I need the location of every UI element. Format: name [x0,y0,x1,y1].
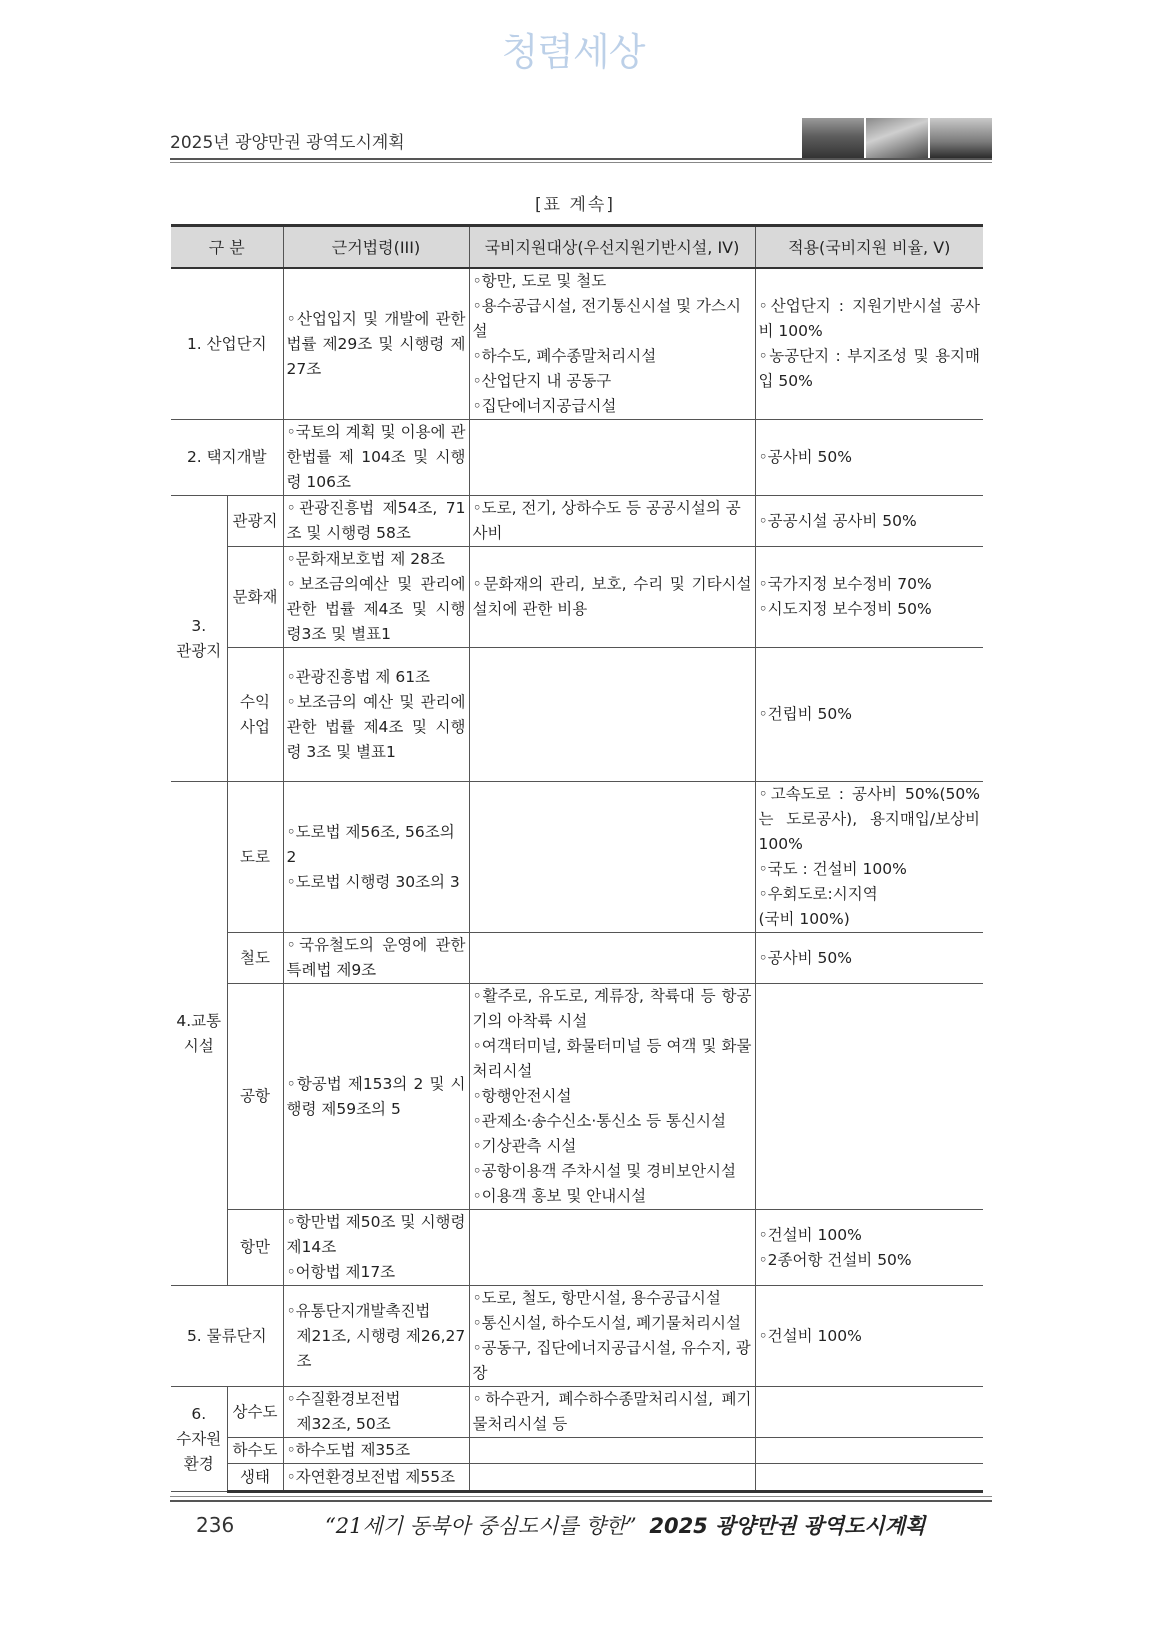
law-item: ◦어항법 제17조 [286,1263,396,1281]
header-rule [170,162,992,163]
header-category: 구 분 [171,226,283,269]
law-item: ◦유통단지개발촉진법 [286,1301,431,1320]
target-item: ◦여객터미널, 화물터미널 등 여객 및 화물처리시설 [472,1037,752,1080]
target-cell: ◦도로, 전기, 상하수도 등 공공시설의 공사비 [469,496,755,547]
subsection-label: 도로 [227,782,283,933]
target-cell [469,1286,755,1387]
law-cell [283,648,469,782]
apply-item: ◦건설비 100% [758,1225,862,1244]
target-cell [469,268,755,420]
apply-cell: ◦공사비 50% [755,420,983,496]
subsection-label: 관광지 [227,496,283,547]
law-cell: ◦국유철도의 운영에 관한 특례법 제9조 [283,933,469,984]
law-item: 제32조, 50조 [296,1415,391,1433]
target-cell: ◦문화재의 관리, 보호, 수리 및 기타시설설치에 관한 비용 [469,547,755,648]
target-cell [469,1438,755,1464]
apply-cell: ◦건설비 100% [755,1286,983,1387]
subsection-label: 상수도 [227,1387,283,1438]
apply-cell [755,1464,983,1492]
table-row [171,1210,983,1286]
target-item: ◦이용객 홍보 및 안내시설 [472,1187,647,1205]
target-item: ◦공항이용객 주차시설 및 경비보안시설 [472,1162,736,1180]
footer-plan-title: 2025 광양만권 광역도시계획 [649,1514,926,1538]
table-row [171,1464,983,1492]
header-photo-strip [802,118,992,158]
target-item: ◦하수도, 폐수종말처리시설 [472,347,657,365]
law-cell [283,1387,469,1438]
target-item: ◦항만, 도로 및 철도 [472,272,607,290]
law-cell: ◦하수도법 제35조 [283,1438,469,1464]
table-caption: [표 계속] [535,195,615,215]
law-item: ◦항만법 제50조 및 시행령 제14조 [286,1213,466,1256]
law-item: ◦보조금의 예산 및 관리에 관한 법률 제4조 및 시행령 3조 및 별표1 [286,692,466,761]
law-item: 제21조, 시행령 제26,27조 [296,1326,466,1370]
target-cell [469,648,755,782]
apply-cell: ◦건립비 50% [755,648,983,782]
table-row [171,268,983,420]
law-cell [283,547,469,648]
page-number: 236 [196,1513,235,1537]
apply-item: ◦국가지정 보수정비 70% [758,575,932,593]
header-target: 국비지원대상(우선지원기반시설, IV) [469,226,755,269]
footer-slogan: “21세기 동북아 중심도시를 향한” [325,1514,637,1538]
target-cell: ◦하수관거, 폐수하수종말처리시설, 폐기물처리시설 등 [469,1387,755,1438]
apply-cell [755,984,983,1210]
law-cell [283,1210,469,1286]
section-label: 2. 택지개발 [171,420,283,496]
law-item: ◦도로법 제56조, 56조의 2 [286,822,455,866]
header-apply: 적용(국비지원 비율, V) [755,226,983,269]
table-header-row [171,226,983,269]
law-cell: ◦관광진흥법 제54조, 71조 및 시행령 58조 [283,496,469,547]
support-table [171,224,983,1493]
law-cell [283,782,469,933]
apply-cell [755,1210,983,1286]
target-item: ◦집단에너지공급시설 [472,397,617,415]
header-rule [170,158,992,160]
law-cell: ◦산업입지 및 개발에 관한 법률 제29조 및 시행령 제27조 [283,268,469,420]
law-cell: ◦항공법 제153의 2 및 시행령 제59조의 5 [283,984,469,1210]
target-item: ◦통신시설, 하수도시설, 폐기물처리시설 [472,1314,741,1332]
table-row [171,984,983,1210]
subsection-label: 철도 [227,933,283,984]
footer-rule [170,1496,992,1497]
section-label: 4.교통 시설 [171,782,227,1286]
table-row [171,648,983,782]
running-header-title: 2025년 광양만권 광역도시계획 [170,133,405,153]
subsection-label: 수익 사업 [227,648,283,782]
table-row [171,420,983,496]
apply-cell [755,268,983,420]
law-cell: ◦자연환경보전법 제55조 [283,1464,469,1492]
target-cell [469,1210,755,1286]
target-item: ◦산업단지 내 공동구 [472,372,612,390]
apply-cell: ◦공사비 50% [755,933,983,984]
table-row [171,496,983,547]
target-cell [469,984,755,1210]
header-photo [930,118,992,158]
apply-item: ◦우회도로:시지역 [758,885,878,903]
footer-title [325,1510,925,1540]
subsection-label: 공항 [227,984,283,1210]
table-row [171,1438,983,1464]
target-item: ◦관제소·송수신소·통신소 등 통신시설 [472,1112,726,1130]
section-label: 1. 산업단지 [171,268,283,420]
header-photo [802,118,864,158]
law-cell [283,1286,469,1387]
law-item: ◦수질환경보전법 [286,1390,401,1408]
apply-cell [755,1438,983,1464]
logo [488,22,658,74]
apply-item: ◦고속도로 : 공사비 50%(50%는 도로공사), 용지매입/보상비 100% [758,785,980,853]
law-item: ◦관광진흥법 제 61조 [286,667,431,686]
apply-item: ◦시도지정 보수정비 50% [758,600,932,618]
table-row [171,547,983,648]
target-item: ◦항행안전시설 [472,1087,572,1105]
apply-cell: ◦공공시설 공사비 50% [755,496,983,547]
target-item: ◦용수공급시설, 전기통신시설 및 가스시설 [472,297,741,340]
target-cell [469,1464,755,1492]
table-row [171,1286,983,1387]
apply-cell [755,782,983,933]
logo-text: 청렴세상 [501,29,645,74]
apply-cell [755,1387,983,1438]
law-item: ◦도로법 시행령 30조의 3 [286,872,460,891]
target-item: ◦공동구, 집단에너지공급시설, 유수지, 광장 [472,1339,751,1382]
header-photo [866,118,928,158]
apply-item: ◦농공단지 : 부지조성 및 용지매입 50% [758,347,980,390]
table-row [171,782,983,933]
target-item: ◦도로, 철도, 항만시설, 용수공급시설 [472,1289,721,1307]
apply-cell [755,547,983,648]
subsection-label: 항만 [227,1210,283,1286]
apply-item: ◦산업단지 : 지원기반시설 공사비 100% [758,297,980,340]
section-label: 6. 수자원 환경 [171,1387,227,1492]
target-cell [469,420,755,496]
target-cell [469,782,755,933]
header-law: 근거법령(III) [283,226,469,269]
table-row [171,933,983,984]
subsection-label: 생태 [227,1464,283,1492]
footer-rule [170,1500,992,1502]
table-row [171,1387,983,1438]
target-item: ◦기상관측 시설 [472,1137,577,1155]
law-item: ◦보조금의예산 및 관리에 관한 법률 제4조 및 시행령3조 및 별표1 [286,575,466,643]
subsection-label: 문화재 [227,547,283,648]
law-item: ◦문화재보호법 제 28조 [286,550,446,568]
apply-item: ◦국도 : 건설비 100% [758,860,907,878]
target-cell [469,933,755,984]
apply-item: (국비 100%) [758,910,850,928]
law-cell: ◦국토의 계획 및 이용에 관한법률 제 104조 및 시행령 106조 [283,420,469,496]
section-label: 3. 관광지 [171,496,227,782]
subsection-label: 하수도 [227,1438,283,1464]
apply-item: ◦2종어항 건설비 50% [758,1250,912,1269]
target-item: ◦활주로, 유도로, 계류장, 착륙대 등 항공기의 아착륙 시설 [472,987,752,1030]
section-label: 5. 물류단지 [171,1286,283,1387]
